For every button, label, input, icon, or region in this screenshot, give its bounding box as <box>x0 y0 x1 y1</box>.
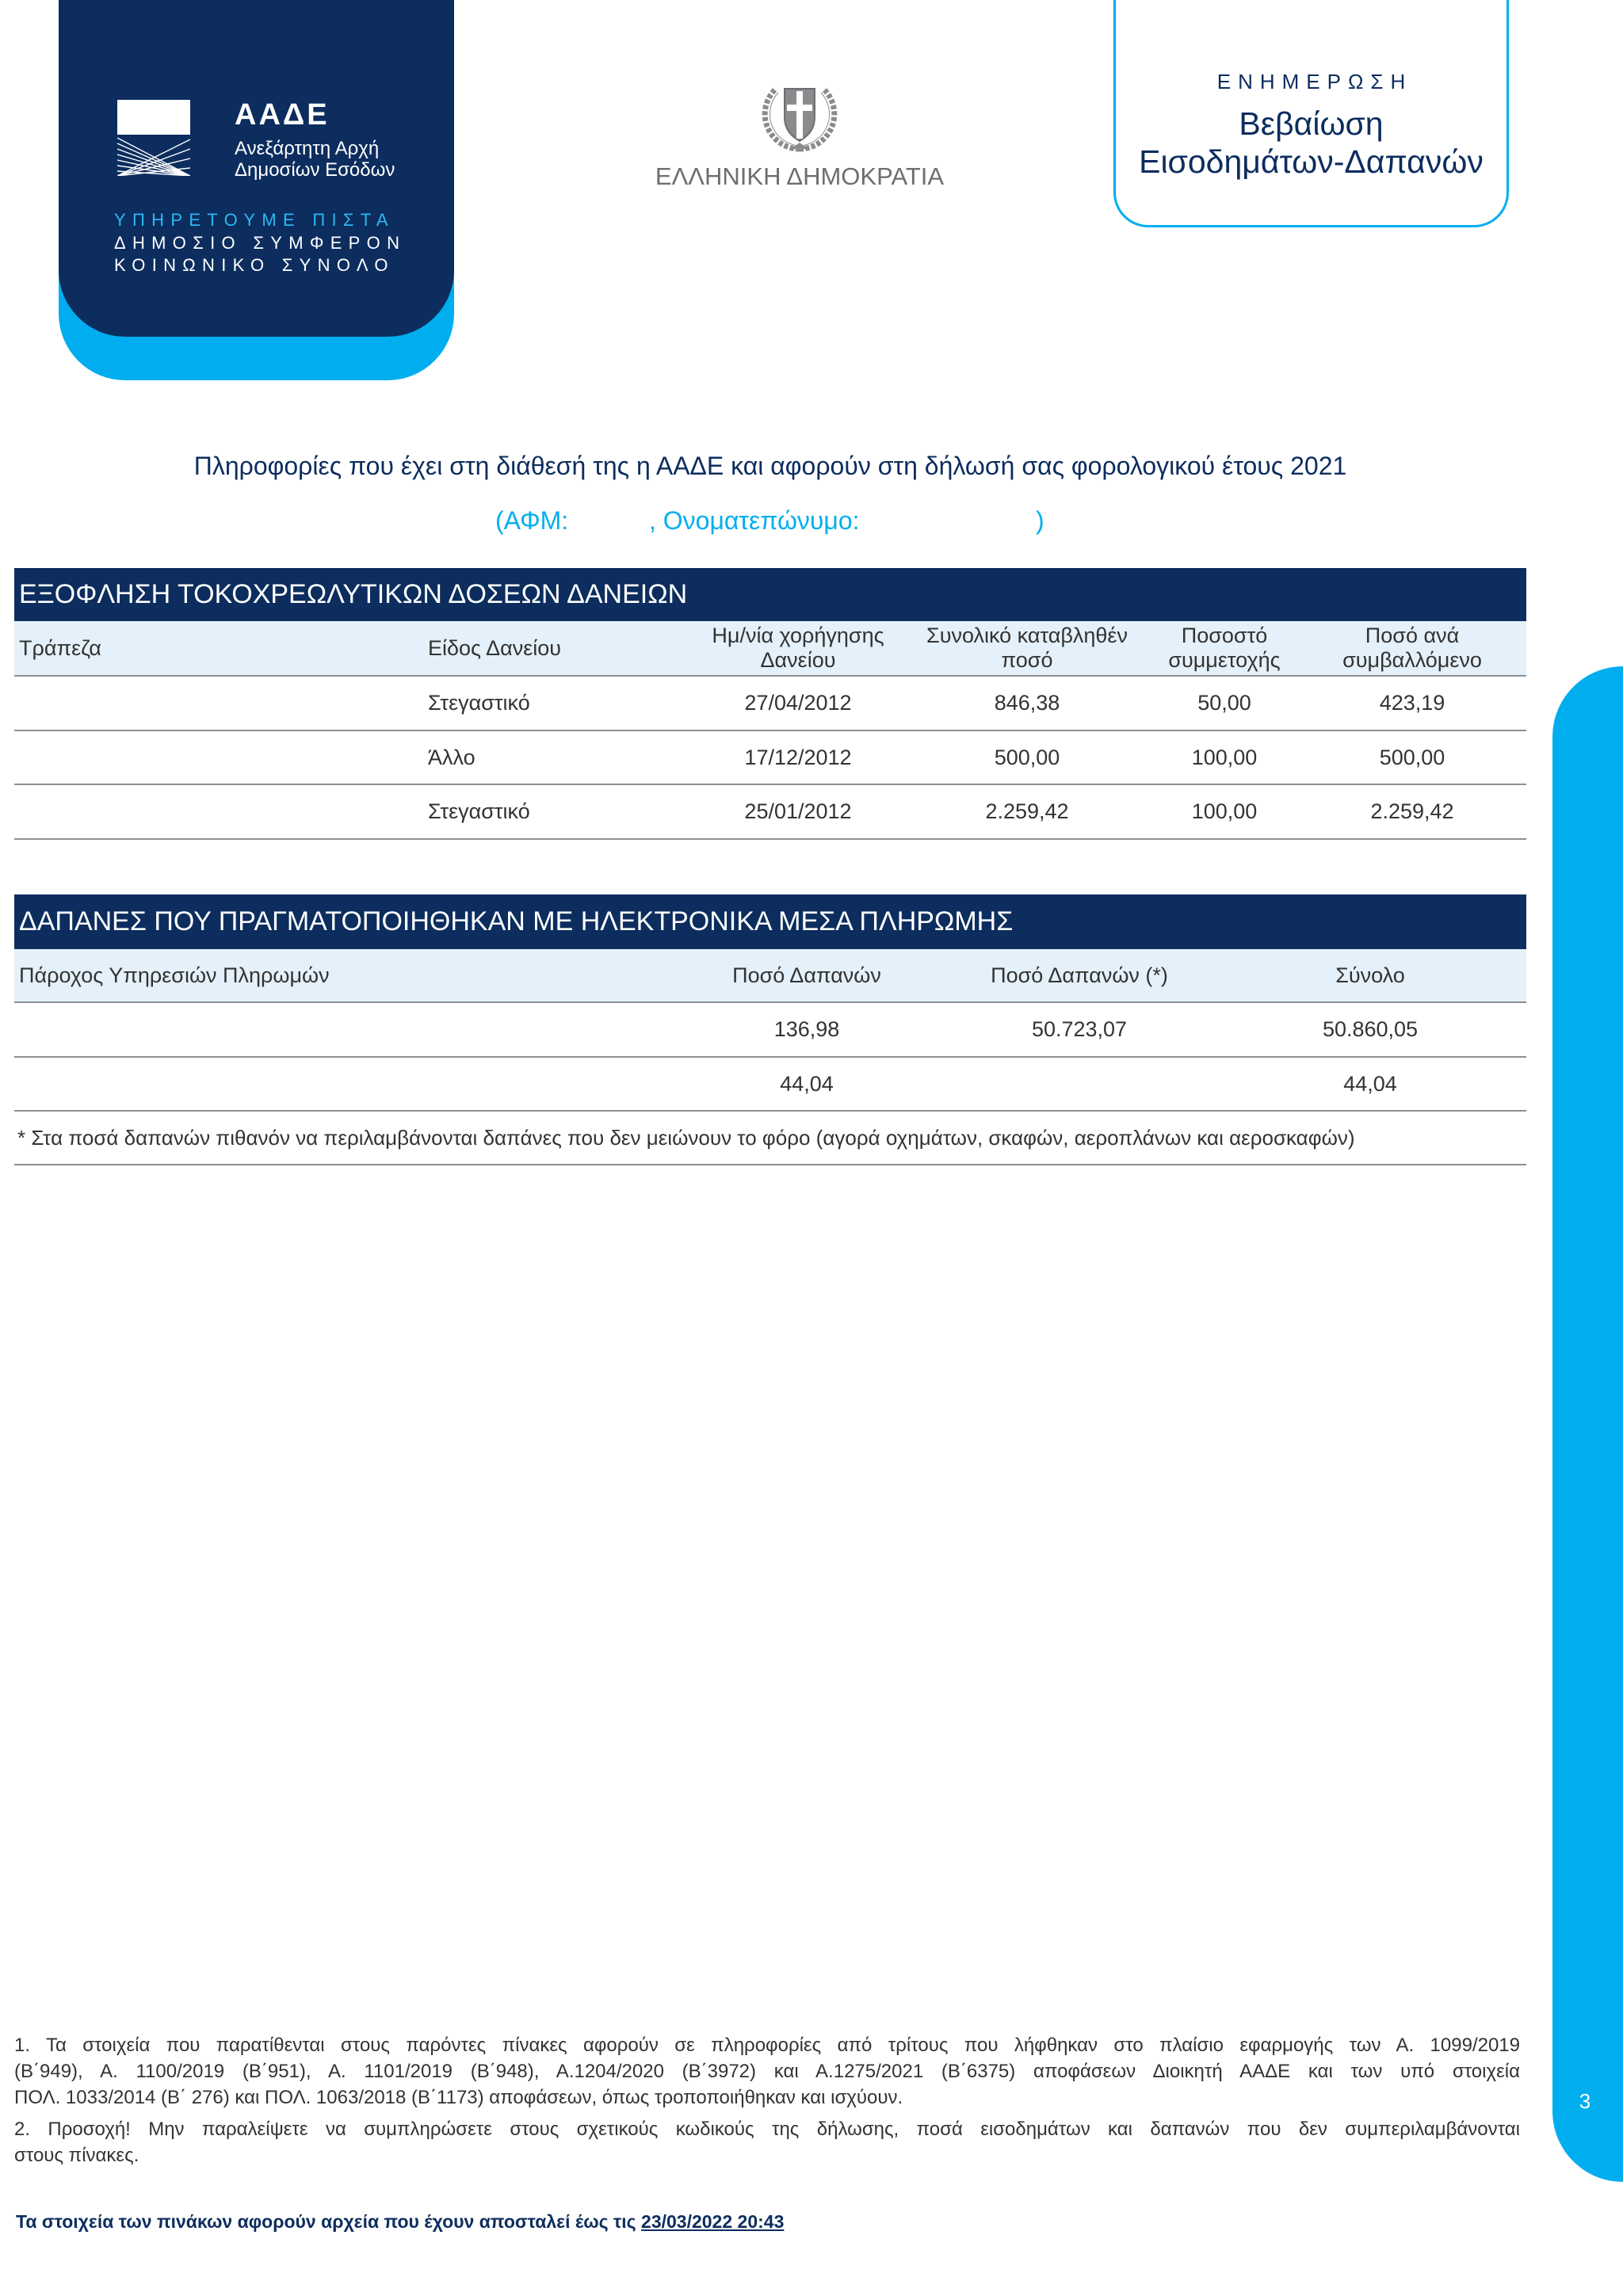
page-side-tab <box>1552 666 1623 2182</box>
afm-label: (ΑΦΜ: <box>495 506 569 535</box>
col-total-paid-header-line1: Συνολικό καταβληθέν <box>926 624 1128 647</box>
brand-motto-line2: ΔΗΜΟΣΙΟ ΣΥΜΦΕΡΟΝ <box>114 233 407 253</box>
col-per-party-header <box>1301 621 1523 675</box>
total-paid-cell: 846,38 <box>994 691 1060 715</box>
amount-cell: 136,98 <box>773 1017 840 1041</box>
col-per-party-header-line1: Ποσό ανά <box>1365 624 1460 647</box>
table-row <box>14 785 1526 840</box>
greek-coat-of-arms-icon <box>758 73 841 154</box>
brand-name-line2: Δημοσίων Εσόδων <box>235 159 395 181</box>
payments-footnote: * Στα ποσά δαπανών πιθανόν να περιλαμβάνονται δαπάνες που δεν μειώνουν το φόρο (αγορά οχημάτων, σκαφών, αεροπλάνων και αεροσκαφών) <box>17 1125 1355 1150</box>
note-2-line-2: στους πίνακες. <box>14 2145 139 2166</box>
col-total-paid-header <box>916 621 1138 675</box>
col-total-paid-header-line2: ποσό <box>1001 648 1053 672</box>
data-cutoff-datetime: 23/03/2022 20:43 <box>641 2211 785 2232</box>
issue-date-cell: 17/12/2012 <box>744 745 852 769</box>
per-party-cell: 423,19 <box>1379 691 1445 715</box>
table-row <box>14 1058 1526 1112</box>
table-row <box>14 677 1526 731</box>
col-issue-date-header <box>687 621 909 675</box>
col-amount-header: Ποσό Δαπανών <box>732 963 881 987</box>
payments-footnote-row <box>14 1112 1526 1165</box>
col-bank-header: Τράπεζα <box>19 635 101 660</box>
data-cutoff-text: Τα στοιχεία των πινάκων αφορούν αρχεία που έχουν αποσταλεί έως τις <box>16 2211 642 2232</box>
brand-acronym: ΑΑΔΕ <box>235 98 330 132</box>
document-kicker: ΕΝΗΜΕΡΩΣΗ <box>1216 70 1413 93</box>
note-1-line-2: (Β΄949), Α. 1100/2019 (Β΄951), Α. 1101/2019 (Β΄948), Α.1204/2020 (Β΄3972) και Α.1275/2021 (Β΄6375) αποφάσεων Διοικητή ΑΑΔΕ και των υπό στοιχεία <box>14 2061 1520 2082</box>
total-cell: 44,04 <box>1343 1071 1397 1096</box>
document-title-line2: Εισοδημάτων-Δαπανών <box>1139 143 1484 180</box>
republic-name: ΕΛΛΗΝΙΚΗ ΔΗΜΟΚΡΑΤΙΑ <box>655 162 945 190</box>
loan-type-cell: Στεγαστικό <box>428 799 530 823</box>
loan-type-cell: Άλλο <box>428 745 475 769</box>
col-share-header-line1: Ποσοστό <box>1181 624 1268 647</box>
note-1-line-3: ΠΟΛ. 1033/2014 (Β΄ 276) και ΠΟΛ. 1063/2018 (Β΄1173) αποφάσεων, όπως τροποποιήθηκαν και ισχύουν. <box>14 2087 903 2108</box>
payments-table-header-row <box>14 949 1526 1003</box>
col-per-party-header-line2: συμβαλλόμενο <box>1342 648 1482 672</box>
loan-table-header-row <box>14 621 1526 677</box>
aade-logo-icon <box>117 100 190 176</box>
page-title: Πληροφορίες που έχει στη διάθεσή της η ΑΑΔΕ και αφορούν στη δήλωσή σας φορολογικού έτους 2021 <box>193 452 1347 480</box>
brand-motto-line1: ΥΠΗΡΕΤΟΥΜΕ ΠΙΣΤΑ <box>114 210 395 230</box>
note-1-line-1: 1. Τα στοιχεία που παρατίθενται στους παρόντες πίνακες αφορούν σε πληροφορίες από τρίτους που λήφθηκαν στο πλαίσιο εφαρμογής των Α. 1099/2019 <box>14 2035 1520 2056</box>
identity-close-paren: ) <box>1036 506 1044 535</box>
table-row <box>14 1003 1526 1058</box>
total-paid-cell: 2.259,42 <box>985 799 1069 823</box>
per-party-cell: 500,00 <box>1379 745 1445 769</box>
electronic-payments-table <box>14 894 1526 1165</box>
col-provider-header: Πάροχος Υπηρεσιών Πληρωμών <box>19 963 330 987</box>
full-name-label: , Ονοματεπώνυμο: <box>649 506 860 535</box>
loan-repayments-table <box>14 568 1526 840</box>
electronic-payments-heading: ΔΑΠΑΝΕΣ ΠΟΥ ΠΡΑΓΜΑΤΟΠΟΙΗΘΗΚΑΝ ΜΕ ΗΛΕΚΤΡΟΝΙΚΑ ΜΕΣΑ ΠΛΗΡΩΜΗΣ <box>14 894 1526 949</box>
share-cell: 100,00 <box>1191 745 1258 769</box>
brand-name-line1: Ανεξάρτητη Αρχή <box>235 138 380 159</box>
per-party-cell: 2.259,42 <box>1370 799 1454 823</box>
col-share-header-line2: συμμετοχής <box>1168 648 1281 672</box>
share-cell: 100,00 <box>1191 799 1258 823</box>
share-cell: 50,00 <box>1197 691 1251 715</box>
issue-date-cell: 27/04/2012 <box>744 691 852 715</box>
loan-type-cell: Στεγαστικό <box>428 691 530 715</box>
total-cell: 50.860,05 <box>1322 1017 1419 1041</box>
table-row <box>14 731 1526 785</box>
page-number: 3 <box>1579 2089 1591 2113</box>
col-amount-star-header: Ποσό Δαπανών (*) <box>991 963 1168 987</box>
col-issue-date-header-line2: Δανείου <box>760 648 836 672</box>
col-issue-date-header-line1: Ημ/νία χορήγησης <box>712 624 884 647</box>
document-title-line1: Βεβαίωση <box>1239 105 1384 142</box>
col-total-header: Σύνολο <box>1335 963 1405 987</box>
data-cutoff-note <box>16 2210 784 2233</box>
col-loan-type-header: Είδος Δανείου <box>428 635 562 660</box>
loan-repayments-heading: ΕΞΟΦΛΗΣΗ ΤΟΚΟΧΡΕΩΛΥΤΙΚΩΝ ΔΟΣΕΩΝ ΔΑΝΕΙΩΝ <box>14 568 1526 621</box>
note-2-line-1: 2. Προσοχή! Μην παραλείψετε να συμπληρώσετε στους σχετικούς κωδικούς της δήλωσης, ποσά εισοδημάτων και δαπανών που δεν συμπεριλαμβάνονται <box>14 2119 1520 2140</box>
amount-star-cell: 50.723,07 <box>1031 1017 1128 1041</box>
issue-date-cell: 25/01/2012 <box>744 799 852 823</box>
total-paid-cell: 500,00 <box>994 745 1060 769</box>
brand-motto-line3: ΚΟΙΝΩΝΙΚΟ ΣΥΝΟΛΟ <box>114 255 395 275</box>
amount-cell: 44,04 <box>780 1071 834 1096</box>
